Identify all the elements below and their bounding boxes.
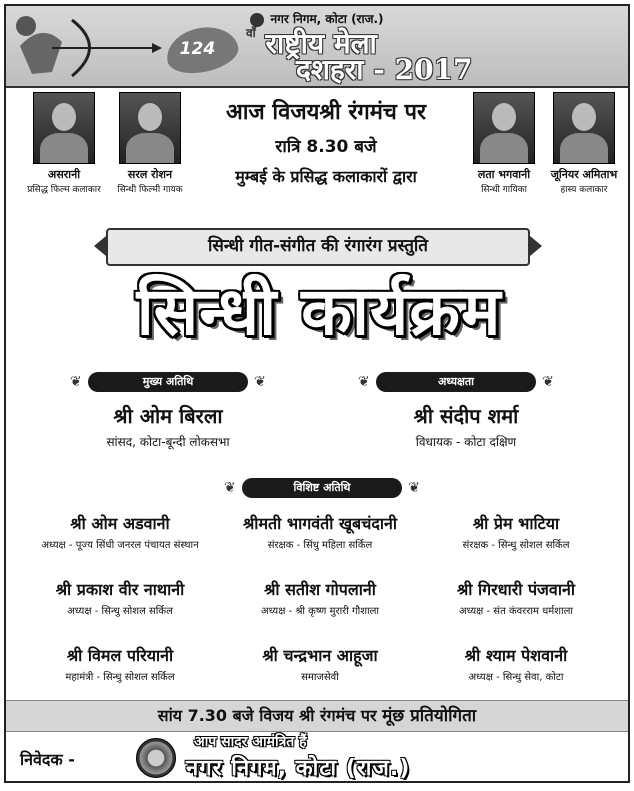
evening-highlight: मूंछ प्रतियोगिता	[382, 706, 477, 726]
artist-card: असरानी प्रसिद्ध फिल्म कलाकार	[24, 92, 104, 195]
footer-corporation: नगर निगम, कोटा (राज.)	[186, 756, 411, 781]
corporation-header: नगर निगम, कोटा (राज.)	[6, 10, 628, 27]
main-title: सिन्धी कार्यक्रम	[136, 272, 502, 350]
festival-title: $^{वाँ}$ राष्ट्रीय मेला	[246, 26, 377, 60]
edition-leaf	[162, 21, 242, 79]
edition-number: 124	[179, 38, 216, 59]
presented-by-label: निवेदक -	[20, 750, 75, 769]
festival-banner	[6, 6, 628, 88]
artist-card: सरल रोशन सिन्धी फिल्मी गायक	[110, 92, 190, 195]
corporation-seal-icon	[136, 738, 176, 778]
event-info	[196, 96, 456, 187]
special-guest: श्री प्रकाश वीर नाथानी अध्यक्ष - सिन्धु सोशल सर्किल	[55, 580, 185, 617]
special-guest: श्री श्याम पेशवानी अध्यक्ष - सिन्धु सेवा, कोटा	[464, 646, 568, 683]
artist-card: जूनियर अमिताभ हास्य कलाकार	[544, 92, 624, 195]
time-line: रात्रि 8.30 बजे	[275, 137, 377, 157]
artist-photo	[473, 92, 535, 164]
special-guest: श्री विमल परियानी महामंत्री - सिन्धु सोशल सर्किल	[65, 646, 175, 683]
evening-text: सांय 7.30 बजे विजय श्री रंगमंच पर	[157, 706, 377, 725]
presiding-label: ❦ अध्यक्षता ❦	[376, 372, 536, 392]
presiding-guest	[346, 402, 586, 450]
footer	[6, 732, 628, 782]
chief-guest-label: ❦ मुख्य अतिथि ❦	[88, 372, 248, 392]
special-guest: श्री प्रेम भाटिया संरक्षक - सिन्धु सोशल सर्किल	[462, 514, 570, 551]
program-ribbon: सिन्धी गीत-संगीत की रंगारंग प्रस्तुति	[106, 228, 530, 266]
special-guest-label: ❦ विशिष्ट अतिथि ❦	[242, 478, 402, 498]
artist-card: लता भगवानी सिन्धी गायिका	[466, 92, 542, 195]
venue-line: आज विजयश्री रंगमंच पर	[225, 100, 427, 125]
artist-photo	[33, 92, 95, 164]
special-guest: श्री गिरधारी पंजवानी अध्यक्ष - संत कंवरराम धर्मशाला	[456, 580, 575, 617]
special-guest: श्री चन्द्रभान आहूजा समाजसेवी	[262, 646, 378, 683]
chief-guest-role: सांसद, कोटा-बून्दी लोकसभा	[106, 435, 230, 449]
evening-event-strip	[6, 700, 628, 732]
chief-guest	[38, 402, 298, 450]
invitation-text: आप सादर आमंत्रित हैं	[194, 734, 307, 750]
edition-suffix: वाँ	[246, 26, 256, 40]
presiding-name: श्री संदीप शर्मा	[413, 404, 519, 428]
special-guest: श्री ओम अडवानी अध्यक्ष - पूज्य सिंधी जनरल पंचायत संस्थान	[41, 514, 199, 551]
artist-photo	[553, 92, 615, 164]
festival-name: दशहरा - 2017	[296, 53, 473, 86]
chief-guest-name: श्री ओम बिरला	[113, 404, 223, 428]
special-guest: श्री सतीश गोपलानी अध्यक्ष - श्री कृष्ण मुरारी गौशाला	[261, 580, 379, 617]
special-guest: श्रीमती भागवंती खूबचंदानी संरक्षक - सिंधु महिला सर्किल	[242, 514, 398, 551]
artists-line: मुम्बई के प्रसिद्ध कलाकारों द्वारा	[235, 167, 417, 186]
poster	[4, 4, 630, 783]
presiding-role: विधायक - कोटा दक्षिण	[415, 435, 517, 449]
artist-photo	[119, 92, 181, 164]
